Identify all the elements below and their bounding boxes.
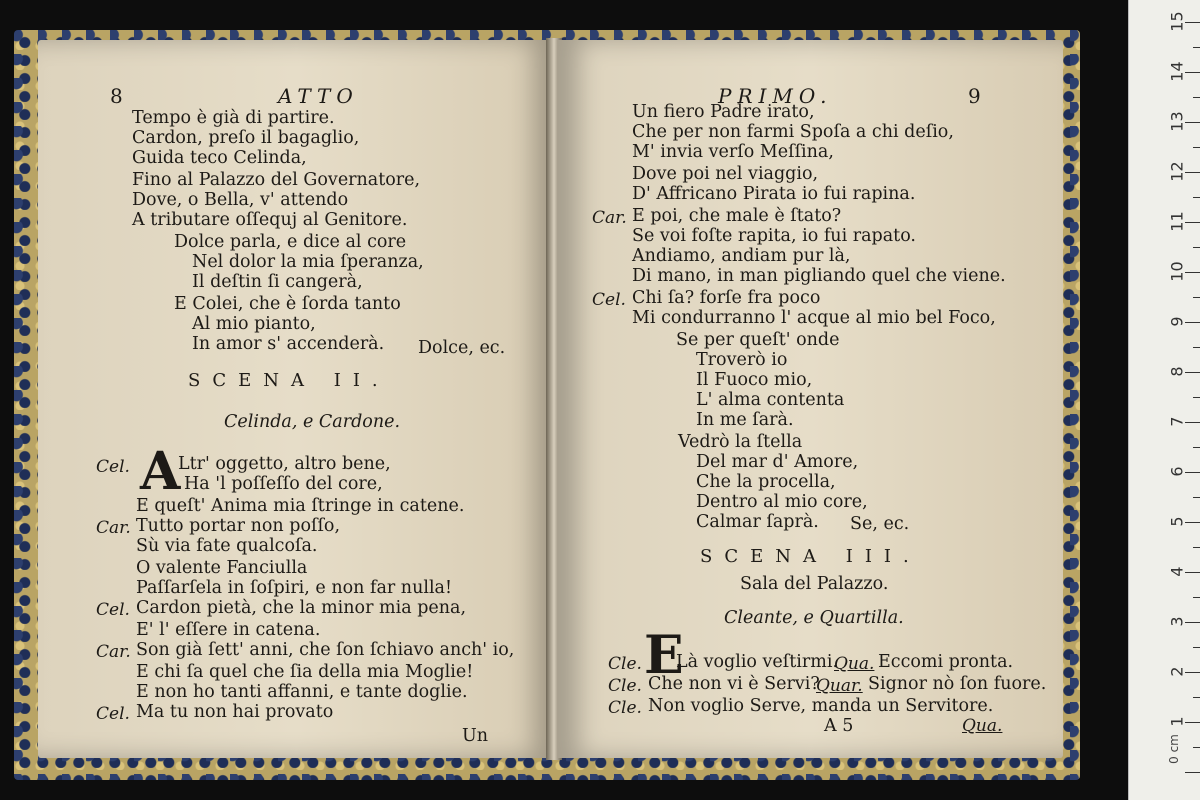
text-line: A tributare oſſequj al Genitore.	[132, 210, 408, 230]
running-header-right: PRIMO.	[718, 84, 833, 108]
text-line: Tempo è già di partire.	[132, 108, 335, 128]
speaker-label: Quar.	[816, 676, 863, 696]
text-line: E Colei, che è ſorda tanto	[174, 294, 401, 314]
ruler-half-tick	[1193, 647, 1200, 648]
measurement-ruler	[1128, 0, 1200, 800]
aria-line: Il Fuoco mio,	[696, 370, 813, 390]
aria-line: In me ſarà.	[696, 410, 794, 430]
catchword: Qua.	[962, 716, 1003, 736]
scene-setting: Sala del Palazzo.	[740, 574, 889, 594]
speaker-label: Qua.	[834, 654, 875, 674]
ruler-tick	[1185, 772, 1200, 773]
text-line: Dolce parla, e dice al core	[174, 232, 407, 252]
ruler-number: 7	[1167, 416, 1187, 427]
ruler-half-tick	[1193, 397, 1200, 398]
ruler-tick	[1185, 572, 1200, 573]
ruler-number: 4	[1167, 566, 1187, 577]
text-line: Eccomi pronta.	[878, 652, 1014, 672]
left-page	[38, 40, 554, 758]
text-line: Mi condurranno l' acque al mio bel Foco,	[632, 308, 996, 328]
text-line: Un fiero Padre irato,	[632, 102, 815, 122]
text-line: Non voglio Serve, manda un Servitore.	[648, 696, 994, 716]
text-line: Son già ſett' anni, che ſon ſchiavo anch' io,	[136, 640, 515, 660]
ruler-tick	[1185, 122, 1200, 123]
ruler-half-tick	[1193, 447, 1200, 448]
ruler-half-tick	[1193, 547, 1200, 548]
catchword: Un	[462, 726, 489, 746]
text-line: O valente Fanciulla	[136, 558, 308, 578]
running-header-left: ATTO	[278, 84, 359, 108]
text-line: E queſt' Anima mia ſtringe in catene.	[136, 496, 465, 516]
text-line: Chi ſa? forſe fra poco	[632, 288, 821, 308]
ruler-half-tick	[1193, 697, 1200, 698]
text-line: Paſſarſela in ſoſpiri, e non far nulla!	[136, 578, 453, 598]
ruler-tick	[1185, 472, 1200, 473]
speaker-label: Cel.	[96, 704, 130, 724]
text-line: Là voglio veſtirmi.	[676, 652, 839, 672]
text-line: Ma tu non hai provato	[136, 702, 334, 722]
ruler-number: 15	[1167, 11, 1187, 32]
ruler-tick	[1185, 672, 1200, 673]
text-line: Signor nò ſon fuore.	[868, 674, 1047, 694]
scene-title: SCENA II.	[188, 370, 390, 391]
aria-line: Dentro al mio core,	[696, 492, 868, 512]
ruler-number: 13	[1167, 111, 1187, 132]
text-line: Ltr' oggetto, altro bene,	[178, 454, 391, 474]
text-line: D' Affricano Pirata io fui rapina.	[632, 184, 916, 204]
speaker-label: Car.	[592, 208, 627, 228]
speaker-label: Cle.	[608, 676, 642, 696]
text-line: Cardon pietà, che la minor mia pena,	[136, 598, 467, 618]
speaker-label: Cle.	[608, 698, 642, 718]
text-line: Il deſtin ſi cangerà,	[192, 272, 363, 292]
speaker-label: Cle.	[608, 654, 642, 674]
ruler-number: 5	[1167, 516, 1187, 527]
page-number-left: 8	[110, 84, 123, 108]
text-line: E poi, che male è ſtato?	[632, 206, 842, 226]
text-line: Tutto portar non poſſo,	[136, 516, 341, 536]
text-line: Dove poi nel viaggio,	[632, 164, 819, 184]
speaker-label: Car.	[96, 518, 131, 538]
signature-mark: A 5	[824, 716, 854, 736]
text-line: E non ho tanti affanni, e tante doglie.	[136, 682, 468, 702]
ruler-number: 2	[1167, 666, 1187, 677]
drop-cap: E	[644, 625, 684, 686]
aria-line: L' alma contenta	[696, 390, 845, 410]
text-line: E chi ſa quel che ſia della mia Moglie!	[136, 662, 474, 682]
text-line: M' invia verſo Meſſina,	[632, 142, 834, 162]
text-line: Al mio pianto,	[192, 314, 316, 334]
text-line: In amor s' accenderà.	[192, 334, 385, 354]
ruler-number: 11	[1167, 211, 1187, 232]
text-line: Cardon, preſo il bagaglio,	[132, 128, 360, 148]
ruler-number: 6	[1167, 466, 1187, 477]
ruler-unit-label: 0 cm	[1166, 734, 1181, 764]
text-line: Nel dolor la mia ſperanza,	[192, 252, 424, 272]
ruler-number: 10	[1167, 261, 1187, 282]
ruler-tick	[1185, 522, 1200, 523]
ruler-half-tick	[1193, 347, 1200, 348]
ruler-half-tick	[1193, 47, 1200, 48]
text-line: Sù via fate qualcoſa.	[136, 536, 318, 556]
ruler-number: 3	[1167, 616, 1187, 627]
ruler-half-tick	[1193, 147, 1200, 148]
ruler-half-tick	[1193, 247, 1200, 248]
ruler-half-tick	[1193, 197, 1200, 198]
aria-line: Se per queſt' onde	[676, 330, 840, 350]
scene-characters: Cleante, e Quartilla.	[724, 608, 904, 628]
text-line: Se voi foſte rapita, io fui rapato.	[632, 226, 916, 246]
drop-cap: A	[140, 441, 181, 502]
ruler-tick	[1185, 622, 1200, 623]
ruler-tick	[1185, 22, 1200, 23]
ruler-tick	[1185, 422, 1200, 423]
ruler-half-tick	[1193, 747, 1200, 748]
scene-title: SCENA III.	[700, 546, 921, 567]
text-line: Di mano, in man pigliando quel che viene.	[632, 266, 1006, 286]
speaker-label: Cel.	[96, 600, 130, 620]
ruler-tick	[1185, 372, 1200, 373]
ruler-half-tick	[1193, 497, 1200, 498]
ruler-half-tick	[1193, 297, 1200, 298]
ruler-tick	[1185, 322, 1200, 323]
ruler-tick	[1185, 172, 1200, 173]
aria-line: Del mar d' Amore,	[696, 452, 859, 472]
aria-line: Vedrò la ſtella	[678, 432, 803, 452]
text-line: Che non vi è Servi?	[648, 674, 820, 694]
text-line: Ha 'l poſſeſſo del core,	[184, 474, 383, 494]
page-number-right: 9	[968, 84, 981, 108]
aria-line: Troverò io	[696, 350, 788, 370]
text-line: Guida teco Celinda,	[132, 148, 307, 168]
da-capo-mark: Se, ec.	[850, 514, 910, 534]
ruler-number: 1	[1167, 716, 1187, 727]
ruler-tick	[1185, 722, 1200, 723]
ruler-number: 12	[1167, 161, 1187, 182]
da-capo-mark: Dolce, ec.	[418, 338, 506, 358]
speaker-label: Cel.	[592, 290, 626, 310]
ruler-half-tick	[1193, 97, 1200, 98]
right-page	[558, 40, 1063, 758]
ruler-tick	[1185, 72, 1200, 73]
aria-line: Che la procella,	[696, 472, 836, 492]
aria-line: Calmar ſaprà.	[696, 512, 819, 532]
ruler-tick	[1185, 272, 1200, 273]
text-line: Dove, o Bella, v' attendo	[132, 190, 349, 210]
ruler-number: 9	[1167, 316, 1187, 327]
text-line: Andiamo, andiam pur là,	[632, 246, 851, 266]
speaker-label: Car.	[96, 642, 131, 662]
speaker-label: Cel.	[96, 457, 130, 477]
ruler-number: 14	[1167, 61, 1187, 82]
ruler-half-tick	[1193, 597, 1200, 598]
ruler-number: 8	[1167, 366, 1187, 377]
scene-characters: Celinda, e Cardone.	[224, 412, 401, 432]
text-line: Che per non farmi Spoſa a chi deſio,	[632, 122, 954, 142]
text-line: Fino al Palazzo del Governatore,	[132, 170, 421, 190]
text-line: E' l' eſſere in catena.	[136, 620, 321, 640]
ruler-tick	[1185, 222, 1200, 223]
